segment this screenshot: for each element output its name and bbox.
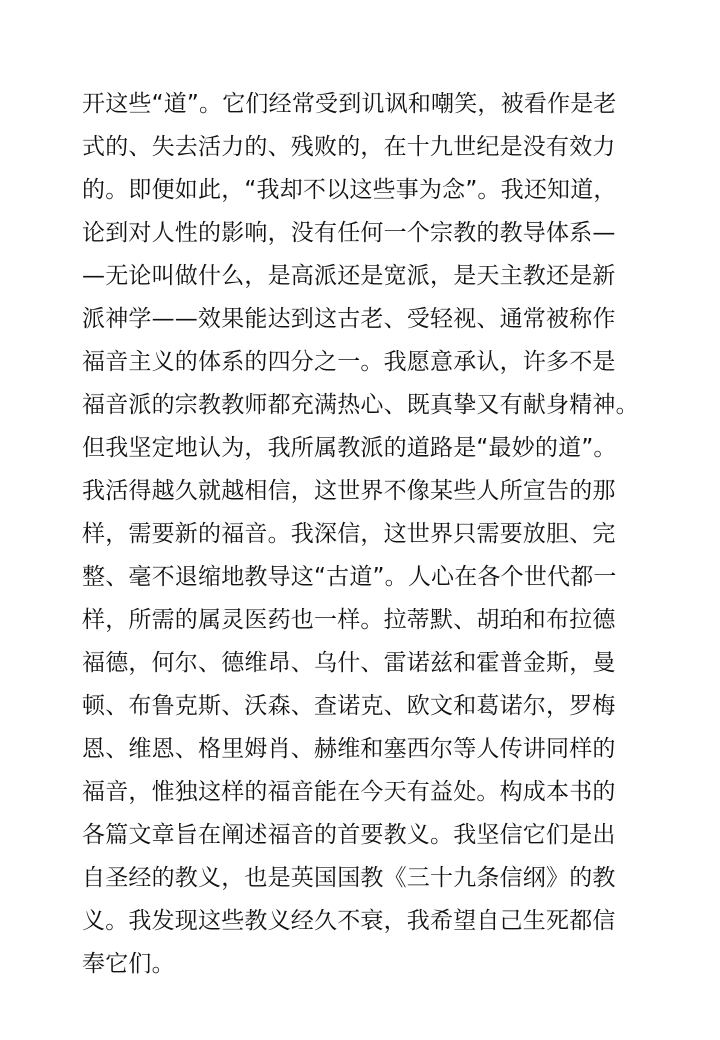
text-line: 奉它们。: [82, 951, 175, 977]
text-line: 福音主义的体系的四分之一。我愿意承认，许多不是: [82, 349, 616, 375]
text-line: 义。我发现这些教义经久不衰，我希望自己生死都信: [82, 908, 616, 934]
text-line: 福音派的宗教教师都充满热心、既真挚又有献身精神。: [82, 392, 639, 418]
text-line: 自圣经的教义，也是英国国教《三十九条信纲》的教: [82, 865, 616, 891]
text-line: 福音，惟独这样的福音能在今天有益处。构成本书的: [82, 779, 616, 805]
text-line: 各篇文章旨在阐述福音的首要教义。我坚信它们是出: [82, 822, 616, 848]
text-line: 我活得越久就越相信，这世界不像某些人所宣告的那: [82, 478, 616, 504]
text-line: 但我坚定地认为，我所属教派的道路是“最妙的道”。: [82, 435, 617, 461]
body-text: [82, 83, 702, 986]
text-line: 福德，何尔、德维昂、乌什、雷诺兹和霍普金斯，曼: [82, 650, 616, 676]
text-line: 样，所需的属灵医药也一样。拉蒂默、胡珀和布拉德: [82, 607, 616, 633]
text-line: 式的、失去活力的、残败的，在十九世纪是没有效力: [82, 134, 616, 160]
text-line: 开这些“道”。它们经常受到讥讽和嘲笑，被看作是老: [82, 91, 617, 117]
text-line: —无论叫做什么，是高派还是宽派，是天主教还是新: [82, 263, 616, 289]
text-line: 派神学——效果能达到这古老、受轻视、通常被称作: [82, 306, 616, 332]
text-line: 整、毫不退缩地教导这“古道”。人心在各个世代都一: [82, 564, 617, 590]
text-line: 论到对人性的影响，没有任何一个宗教的教导体系—: [82, 220, 616, 246]
text-line: 顿、布鲁克斯、沃森、查诺克、欧文和葛诺尔，罗梅: [82, 693, 616, 719]
text-line: 恩、维恩、格里姆肖、赫维和塞西尔等人传讲同样的: [82, 736, 616, 762]
text-line: 样，需要新的福音。我深信，这世界只需要放胆、完: [82, 521, 616, 547]
text-line: 的。即便如此，“我却不以这些事为念”。我还知道，: [82, 177, 617, 203]
